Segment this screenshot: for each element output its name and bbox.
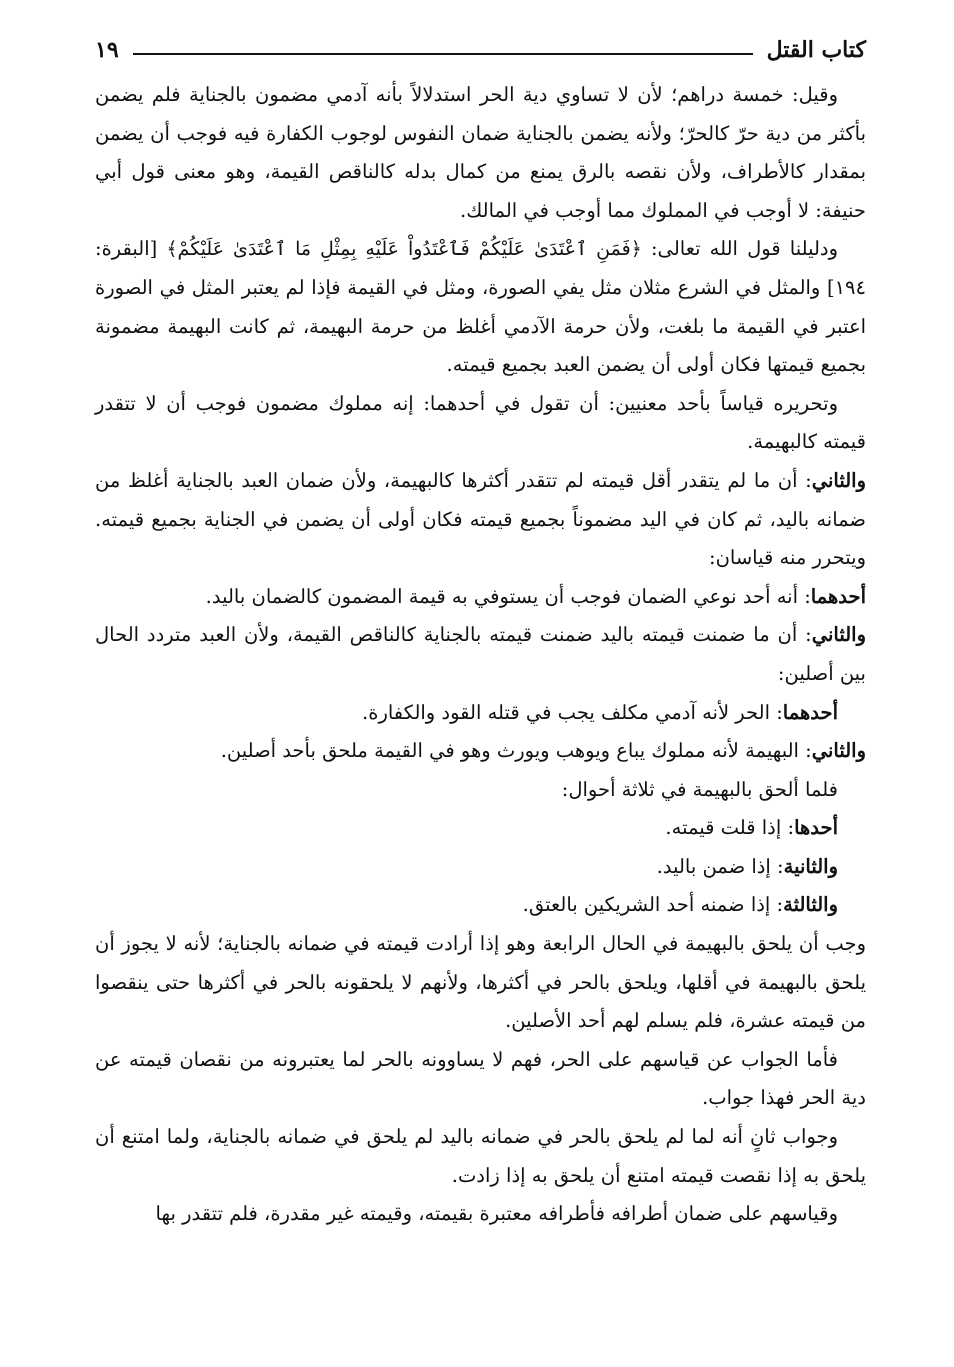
paragraph: والثاني: أن ما ضمنت قيمته باليد ضمنت قيمته بالجناية كالناقص القيمة، ولأن العبد متردد الحال بين أصلين: bbox=[95, 623, 866, 685]
paragraph: فأما الجواب عن قياسهم على الحر، فهم لا يساوونه بالحر لما يعتبرونه من نقصان قيمته عن دية الحر فهذا جواب. bbox=[95, 1047, 866, 1110]
paragraph: وجواب ثانٍ أنه لما لم يلحق بالحر في ضمانه باليد لم يلحق في ضمانه بالجناية، ولما امتنع أن يلحق به إذا نقصت قيمته امتنع أن يلحق به إذا زادت. bbox=[95, 1125, 866, 1187]
paragraph-quran-citation: ودليلنا قول الله تعالى: ﴿فَمَنِ ٱعْتَدَىٰ عَلَيْكُمْ فَٱعْتَدُواْ عَلَيْهِ بِمِثْلِ مَا ٱعْتَدَىٰ عَلَيْكُمْ﴾ [البقرة: ١٩٤] والمثل في الشرع مثلان مثل يفي الصورة، ومثل في القيمة فإذا لم يعتبر المثل في الصورة اعتبر في القيمة ما بلغت، ولأن حرمة الآدمي أغلظ من حرمة البهيمة، ثم كانت البهيمة مضمونة بجميع قيمتها فكان أولى أن يضمن العبد بجميع قيمته. bbox=[95, 237, 866, 377]
lead-word: أحدها bbox=[794, 816, 838, 840]
lead-word: والثاني bbox=[811, 623, 866, 647]
page-header bbox=[95, 30, 866, 70]
page-number: ١٩ bbox=[95, 37, 119, 63]
paragraph: وجب أن يلحق بالبهيمة في الحال الرابعة وهو إذا أرادت قيمته في ضمانه بالجناية؛ لأنه لا يجوز أن يلحق بالبهيمة في أقلها، ويلحق بالحر في أكثرها، ولأنهم لا يلحقونه بالحر في أكثرها حتى ينقصوا من قيمته عشرة، فلم يسلم لهم أحد الأصلين. bbox=[95, 932, 866, 1033]
lead-word: أحدهما bbox=[782, 700, 838, 724]
chapter-title: كتاب القتل bbox=[766, 37, 866, 63]
paragraph: أحدهما: الحر لأنه آدمي مكلف يجب في قتله القود والكفارة. bbox=[362, 700, 838, 724]
paragraph: والثالثة: إذا ضمنه أحد الشريكين بالعتق. bbox=[522, 893, 838, 917]
lead-word: أحدهما bbox=[810, 584, 866, 608]
lead-word: والثالثة bbox=[783, 893, 838, 917]
paragraph: وقيل: خمسة دراهم؛ لأن لا تساوي دية الحر استدلالاً بأنه آدمي مضمون بالجناية فلم يضمن بأكثر من دية حرّ كالحرّ؛ ولأنه يضمن بالجناية ضمان النفوس لوجوب الكفارة فيه فوجب أن يضمن بمقدار كالأطراف، ولأن نقصه بالرق يمنع من كمال بدله كالناقص القيمة، وهو معنى قول أبي حنيفة: لا أوجب في المملوك مما أوجب في المالك. bbox=[95, 83, 866, 222]
paragraph: أحدهما: أنه أحد نوعي الضمان فوجب أن يستوفي به قيمة المضمون كالضمان باليد. bbox=[205, 584, 866, 608]
paragraph: فلما ألحق بالبهيمة في ثلاثة أحوال: bbox=[561, 777, 838, 801]
lead-word: والثانية bbox=[783, 854, 838, 878]
page-body bbox=[95, 76, 866, 1234]
paragraph: والثانية: إذا ضمن باليد. bbox=[656, 854, 838, 878]
paragraph: وقياسهم على ضمان أطرافه فأطرافه معتبرة بقيمته، وقيمته غير مقدرة، فلم تتقدر بها bbox=[155, 1202, 838, 1226]
paragraph: أحدها: إذا قلت قيمته. bbox=[665, 816, 838, 840]
quran-verse: ﴿فَمَنِ ٱعْتَدَىٰ عَلَيْكُمْ فَٱعْتَدُواْ عَلَيْهِ بِمِثْلِ مَا ٱعْتَدَىٰ عَلَيْكُمْ﴾ bbox=[166, 238, 642, 261]
paragraph: والثاني: أن ما لم يتقدر أقل قيمته لم تتقدر أكثرها كالبهيمة، ولأن ضمان العبد بالجناية أغلظ من ضمانه باليد، ثم كان في اليد مضموناً بجميع قيمته فكان أولى أن يضمن في الجناية بجميع قيمته. ويتحرر منه قياسان: bbox=[95, 468, 866, 570]
lead-word: والثاني bbox=[811, 739, 866, 763]
header-rule bbox=[133, 53, 753, 55]
lead-word: والثاني bbox=[811, 468, 866, 492]
paragraph: وتحريره قياساً بأحد معنيين: أن تقول في أحدهما: إنه مملوك مضمون فوجب أن لا تتقدر قيمته كالبهيمة. bbox=[95, 391, 866, 454]
paragraph: والثاني: البهيمة لأنه مملوك يباع ويوهب ويورث وهو في القيمة ملحق بأحد أصلين. bbox=[220, 739, 866, 763]
